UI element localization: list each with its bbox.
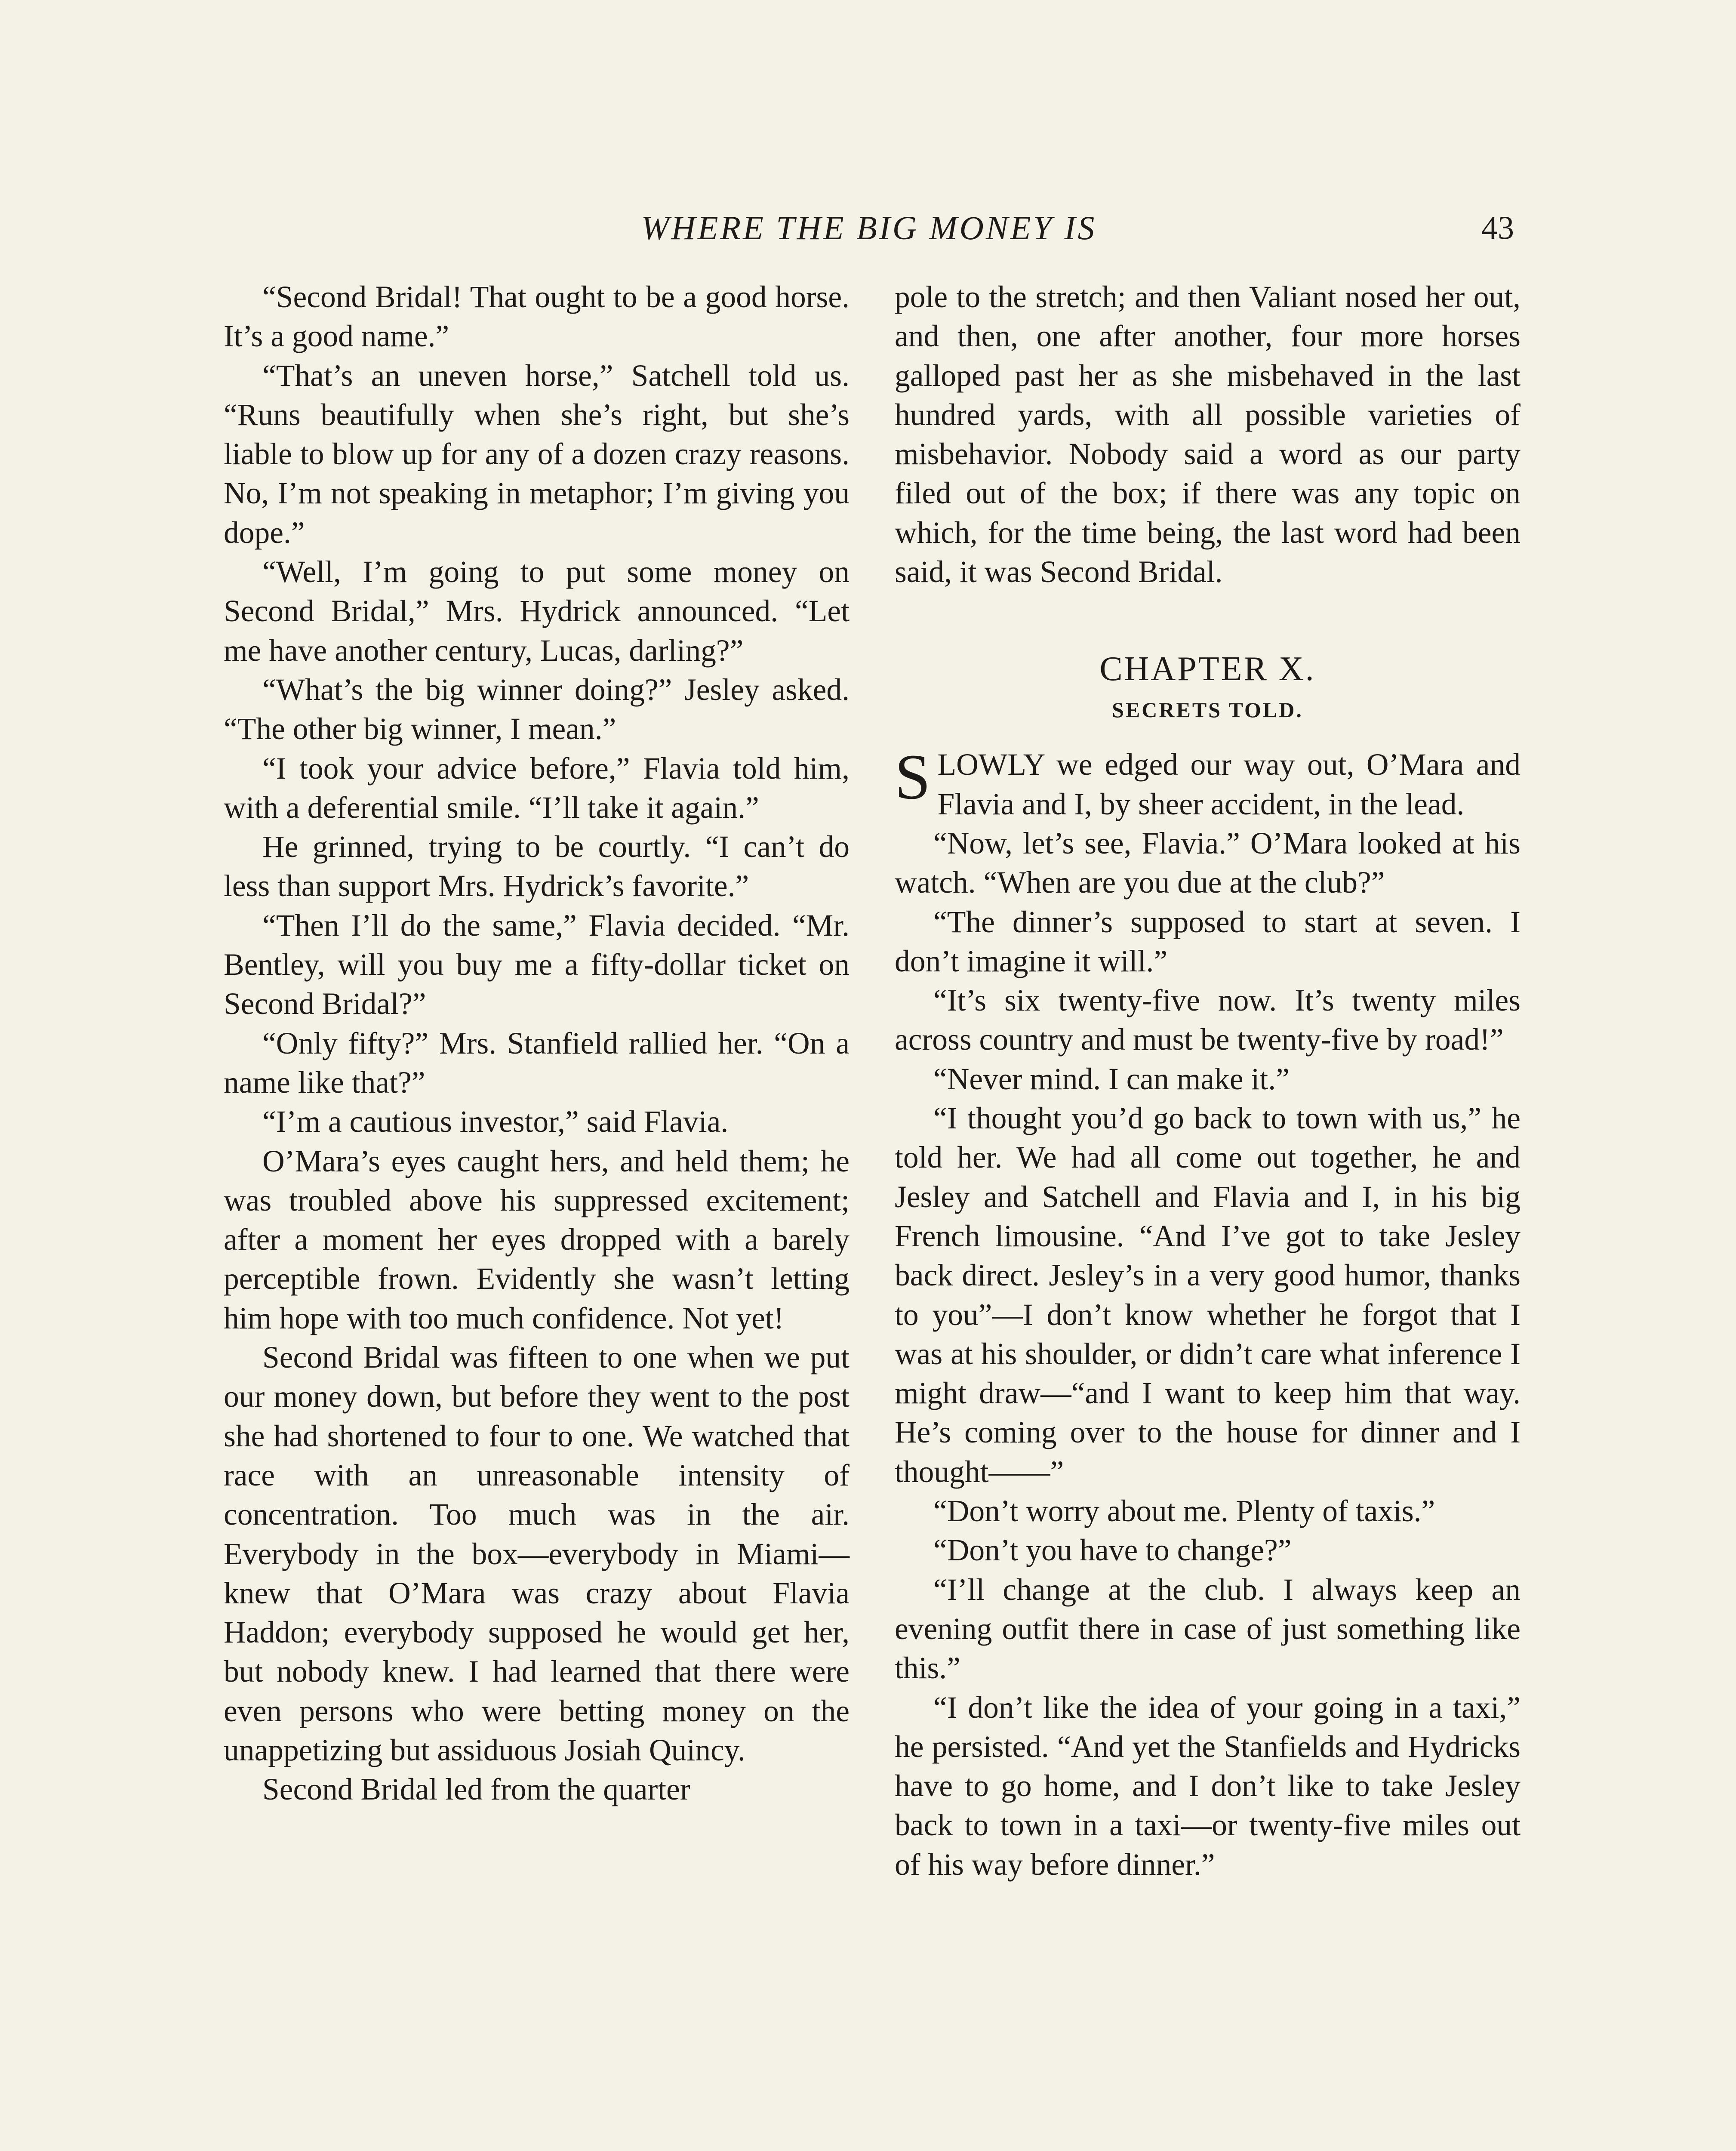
- opening-text: LOWLY we edged our way out, O’Mara and Flavia and I, by sheer accident, in the lead.: [937, 748, 1521, 821]
- paragraph: “Now, let’s see, Flavia.” O’Mara looked at his watch. “When are you due at the club?”: [895, 826, 1521, 900]
- paragraph: “I’m a cautious investor,” said Flavia.: [262, 1105, 729, 1139]
- drop-cap: S: [895, 741, 931, 813]
- page-header: [224, 202, 1514, 262]
- left-column: [224, 277, 850, 1809]
- paragraph: “Well, I’m going to put some money on Second Bridal,” Mrs. Hydrick announced. “Let me have another century, Lucas, darling?”: [224, 555, 850, 668]
- paragraph: “I took your advice before,” Flavia told him, with a deferential smile. “I’ll take it again.”: [224, 751, 850, 825]
- paragraph-continuation: pole to the stretch; and then Valiant nosed her out, and then, one after another, four more horses galloped past her as she misbehaved in the last hundred yards, with all possible varieties of misbehavior. Nobody said a word as our party filed out of the box; if there was any topic on which, for the time being, the last word had been said, it was Second Bridal.: [895, 280, 1521, 589]
- paragraph: “Never mind. I can make it.”: [933, 1062, 1290, 1096]
- paragraph: “Then I’ll do the same,” Flavia decided. “Mr. Bentley, will you buy me a fifty-dollar ticket on Second Bridal?”: [224, 908, 850, 1021]
- right-column: [895, 277, 1521, 1884]
- paragraph: Second Bridal led from the quarter: [262, 1772, 690, 1807]
- paragraph: “What’s the big winner doing?” Jesley asked. “The other big winner, I mean.”: [224, 672, 850, 746]
- paragraph: “Don’t you have to change?”: [933, 1533, 1292, 1568]
- paragraph: O’Mara’s eyes caught hers, and held them; he was troubled above his suppressed excitement; after a moment her eyes dropped with a barely perceptible frown. Evidently she wasn’t letting him hope with too much confidence. Not yet!: [224, 1144, 850, 1335]
- chapter-subtitle: SECRETS TOLD.: [1112, 698, 1303, 722]
- paragraph: “I thought you’d go back to town with us,” he told her. We had all come out together, he and Jesley and Satchell and Flavia and I, in his big French limousine. “And I’ve got to take Jesley back direct. Jesley’s in a very good humor, thanks to you”—I don’t know whether he forgot that I was at his shoulder, or didn’t care what inference I might draw—“and I want to keep him that way. He’s coming over to the house for dinner and I thought——”: [895, 1101, 1521, 1489]
- paragraph: “I don’t like the idea of your going in a taxi,” he persisted. “And yet the Stanfields and Hydricks have to go home, and I don’t like to take Jesley back to town in a taxi—or twenty-five miles out of his way before dinner.”: [895, 1690, 1521, 1882]
- paragraph: “Only fifty?” Mrs. Stanfield rallied her. “On a name like that?”: [224, 1026, 850, 1100]
- running-title: WHERE THE BIG MONEY IS: [641, 209, 1097, 247]
- paragraph: “That’s an uneven horse,” Satchell told us. “Runs beautifully when she’s right, but she’s liable to blow up for any of a dozen crazy reasons. No, I’m not speaking in metaphor; I’m giving you dope.”: [224, 358, 850, 550]
- paragraph: “I’ll change at the club. I always keep an evening outfit there in case of just something like this.”: [895, 1572, 1521, 1686]
- chapter-opening-paragraph: [895, 741, 1521, 824]
- chapter-title: CHAPTER X.: [1099, 650, 1316, 688]
- paragraph: “Don’t worry about me. Plenty of taxis.”: [933, 1494, 1435, 1529]
- paragraph: “It’s six twenty-five now. It’s twenty miles across country and must be twenty-five by road!”: [895, 983, 1521, 1057]
- paragraph: He grinned, trying to be courtly. “I can’t do less than support Mrs. Hydrick’s favorite.”: [224, 830, 850, 903]
- paragraph: “Second Bridal! That ought to be a good horse. It’s a good name.”: [224, 280, 850, 354]
- paragraph: “The dinner’s supposed to start at seven. I don’t imagine it will.”: [895, 905, 1521, 978]
- page-number: 43: [1481, 210, 1514, 246]
- paragraph: Second Bridal was fifteen to one when we put our money down, but before they went to the post she had shortened to four to one. We watched that race with an unreasonable intensity of concentration. Too much was in the air. Everybody in the box—everybody in Miami—knew that O’Mara was crazy about Flavia Haddon; everybody supposed he would get her, but nobody knew. I had learned that there were even persons who were betting money on the unappetizing but assiduous Josiah Quincy.: [224, 1341, 850, 1767]
